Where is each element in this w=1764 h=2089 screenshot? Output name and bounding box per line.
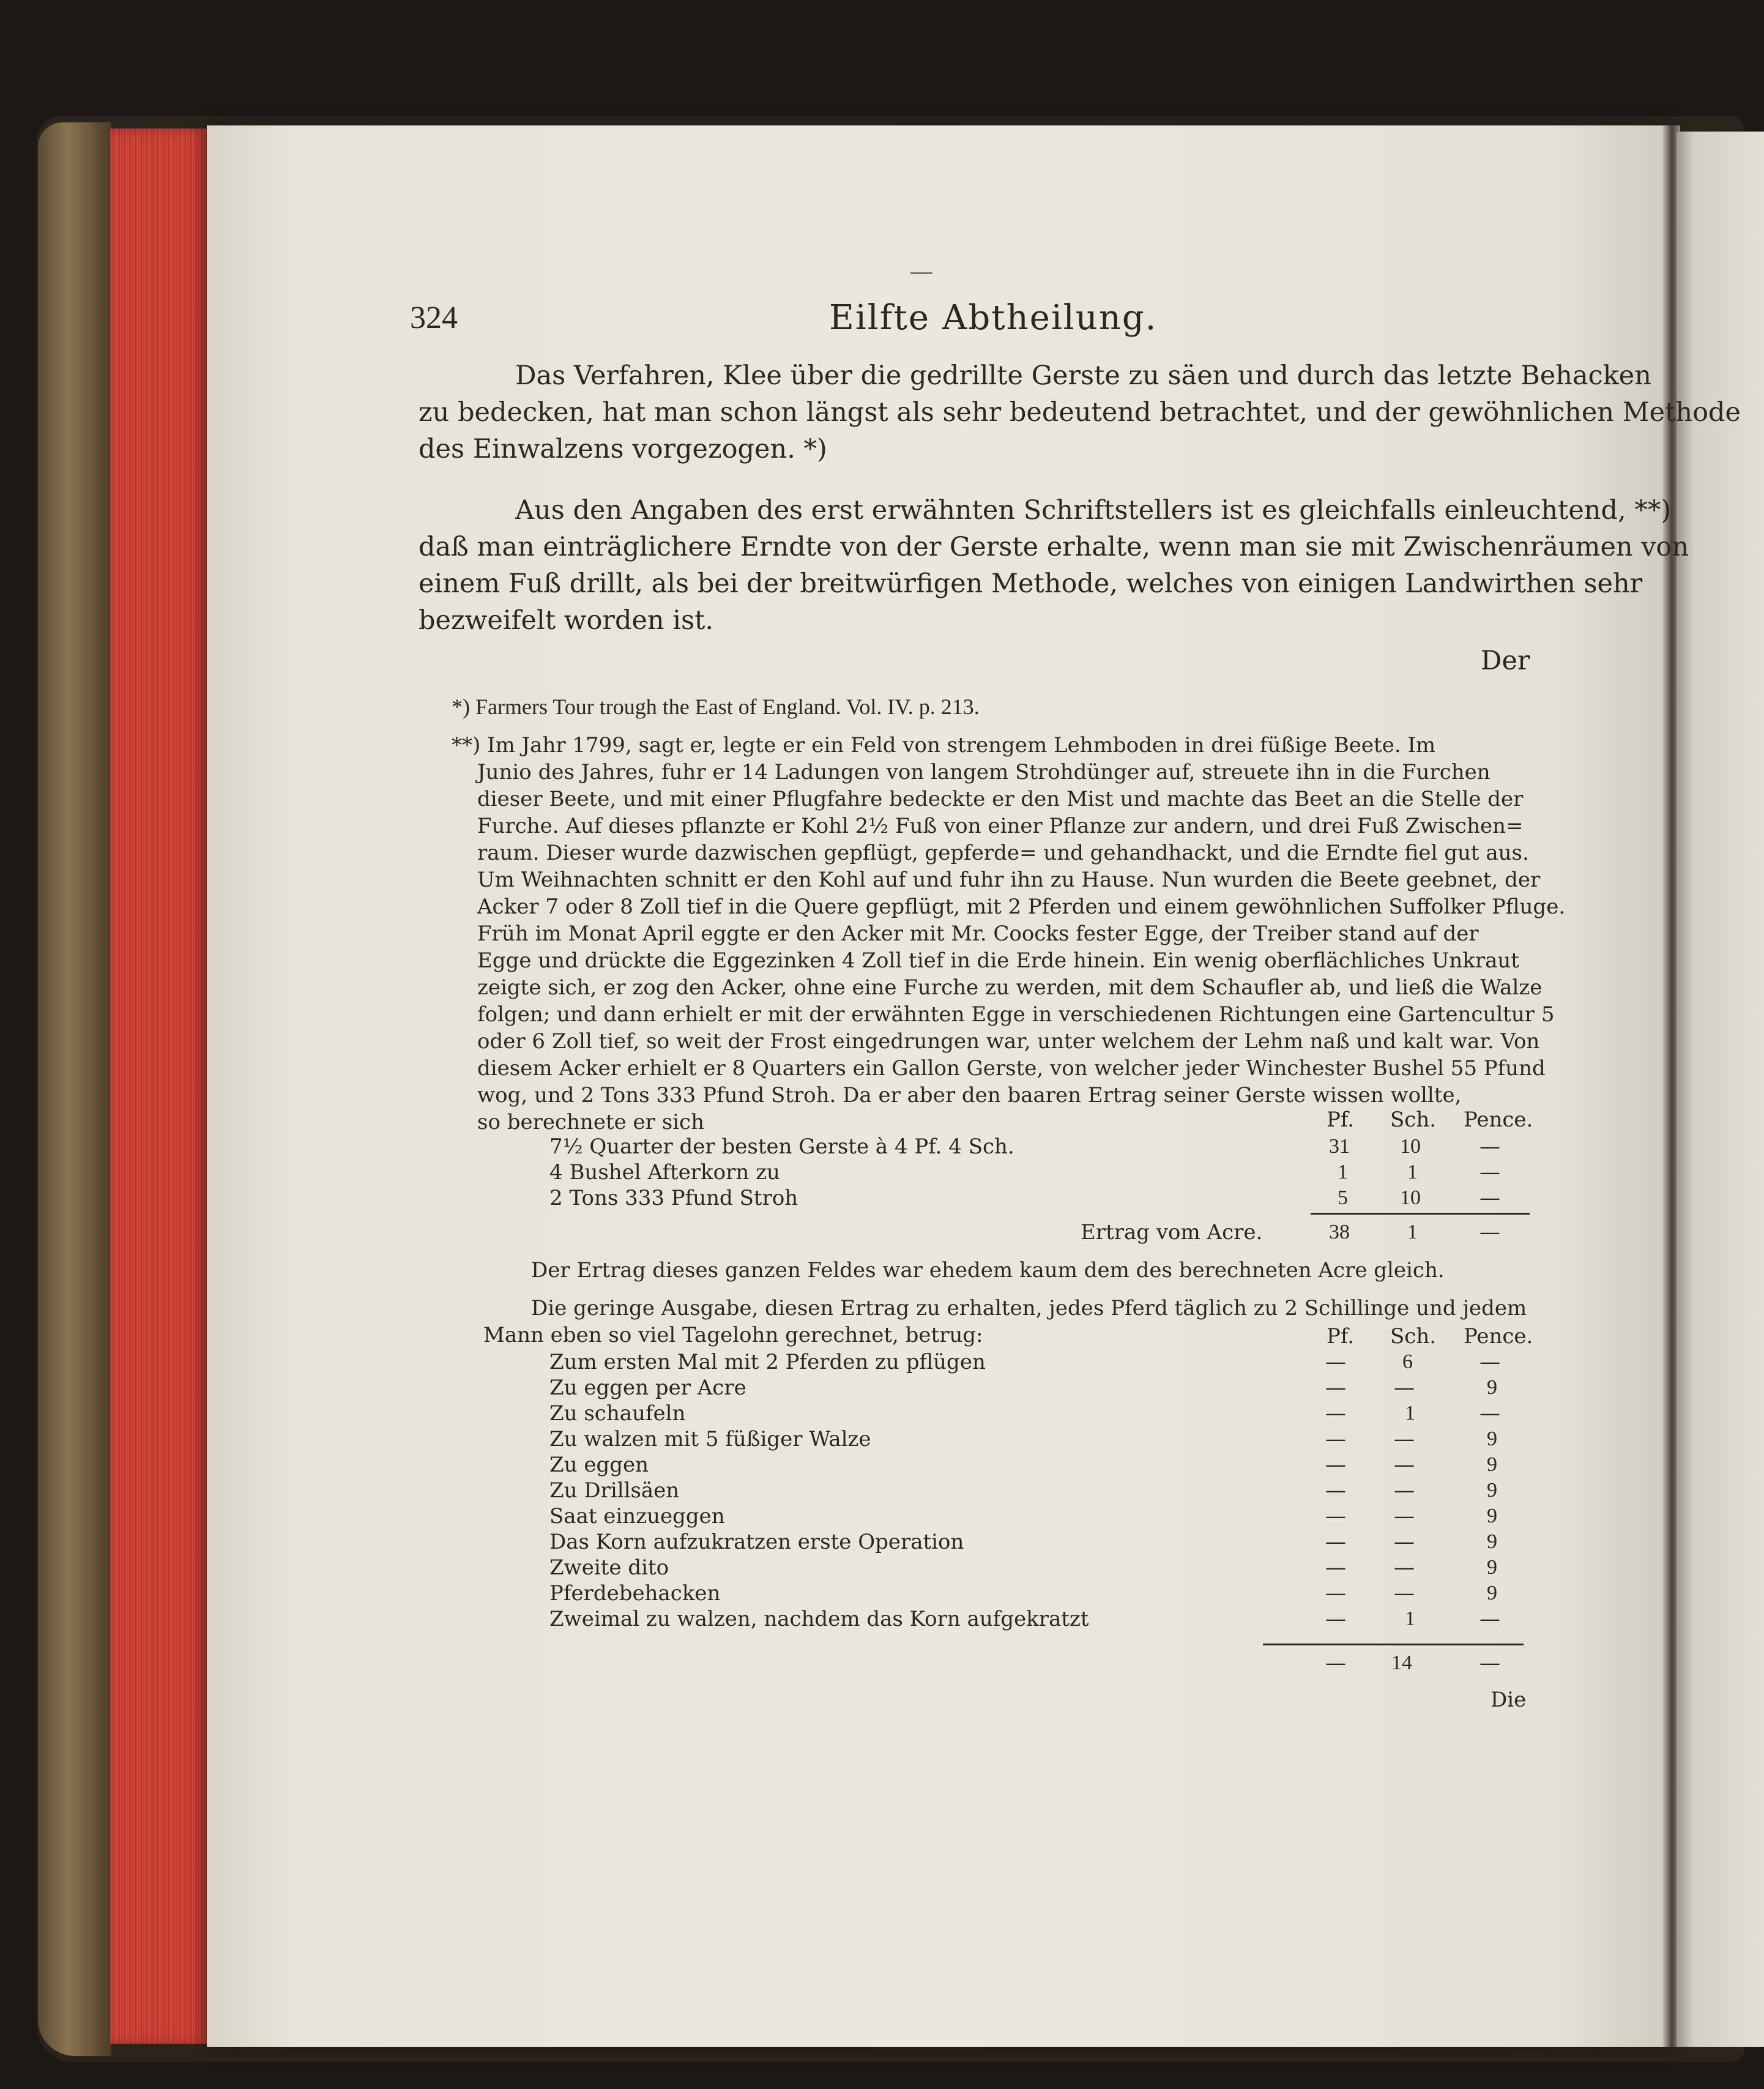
table1-row-1-pf: 31 [1329,1135,1350,1158]
table2-row-6-sch: — [1394,1478,1415,1503]
table2-row-8-label: Das Korn aufzukratzen erste Operation [549,1530,964,1554]
table2-row-4-pf: — [1325,1427,1346,1451]
para2-line-1: Aus den Angaben des erst erwähnten Schriftstellers ist es gleichfalls einleuchtend, **) [515,495,1672,526]
table2-row-6-label: Zu Drillsäen [549,1478,680,1503]
table2-row-6-pf: — [1325,1478,1346,1503]
table2-row-11-label: Zweimal zu walzen, nachdem das Korn aufgekratzt [549,1607,1089,1631]
footnote2-line-14: wog, und 2 Tons 333 Pfund Stroh. Da er aber den baaren Ertrag seiner Gerste wissen wollte, [477,1083,1462,1108]
intro2-line-1: Die geringe Ausgabe, diesen Ertrag zu erhalten, jedes Pferd täglich zu 2 Schillinge und jedem [531,1296,1527,1320]
footnote2-line-11: folgen; und dann erhielt er mit der erwähnten Egge in verschiedenen Richtungen eine Gartencultur 5 [477,1002,1555,1027]
table2-row-5-pence: 9 [1487,1453,1497,1476]
footnote2-line-5: raum. Dieser wurde dazwischen gepflügt, gepferde= und gehandhackt, und die Erndte fiel gut aus. [477,841,1529,865]
footnote2-line-13: diesem Acker erhielt er 8 Quarters ein Gallon Gerste, von welcher jeder Winchester Bushel 55 Pfund [477,1056,1546,1081]
table2-row-9-pence: 9 [1487,1556,1497,1579]
table2-row-7-sch: — [1394,1504,1415,1529]
table2-header-sch: Sch. [1390,1324,1437,1349]
catchword: Der [1481,646,1530,676]
footnote2-line-10: zeigte sich, er zog den Acker, ohne eine Furche zu werden, mit dem Schaufler ab, und ließ die Walze [477,975,1543,1000]
intro2-line-2: Mann eben so viel Tagelohn gerechnet, betrug: [483,1323,983,1347]
table2-row-10-label: Pferdebehacken [549,1581,721,1606]
table2-row-7-pence: 9 [1487,1505,1497,1527]
table1-row-1-sch: 10 [1400,1135,1421,1158]
table1-row-1-pence: — [1479,1134,1500,1159]
table1-row-2-label: 4 Bushel Afterkorn zu [549,1160,780,1185]
footnote2-line-6: Um Weihnachten schnitt er den Kohl auf und fuhr ihn zu Hause. Nun wurden die Beete geebnet, der [477,868,1541,892]
table1-total-pf: 38 [1329,1221,1350,1243]
footnote2-line-8: Früh im Monat April eggte er den Acker mit Mr. Coocks fester Egge, der Treiber stand auf der [477,922,1479,946]
para2-line-2: daß man einträglichere Erndte von der Gerste erhalte, wenn man sie mit Zwischenräumen von [419,532,1689,562]
para1-line-3: des Einwalzens vorgezogen. *) [419,434,827,464]
table2-row-1-pence: — [1479,1350,1500,1374]
table2-row-4-pence: 9 [1487,1428,1497,1450]
footnote2-line-9: Egge und drückte die Eggezinken 4 Zoll tief in die Erde hinein. Ein wenig oberflächliches Unkraut [477,948,1519,973]
para1-line-1: Das Verfahren, Klee über die gedrillte Gerste zu säen und durch das letzte Behacken [515,360,1651,391]
table2-row-3-pf: — [1325,1401,1346,1426]
table2-row-8-pf: — [1325,1530,1346,1554]
footnote2-line-7: Acker 7 oder 8 Zoll tief in die Quere gepflügt, mit 2 Pferden und einem gewöhnlichen Suffolker Pfluge. [477,895,1566,919]
table2-row-11-sch: 1 [1405,1607,1415,1630]
para2-line-3: einem Fuß drillt, als bei der breitwürfigen Methode, welches von einigen Landwirthen sehr [419,568,1643,599]
table2-total-pf: — [1325,1651,1346,1675]
table1-row-3-sch: 10 [1400,1186,1421,1209]
table2-total-sch: 14 [1391,1651,1412,1674]
table2-row-1-pf: — [1325,1350,1346,1374]
table2-row-4-label: Zu walzen mit 5 füßiger Walze [549,1427,871,1451]
table2-row-1-label: Zum ersten Mal mit 2 Pferden zu pflügen [549,1350,986,1374]
table1-row-3-pf: 5 [1338,1186,1348,1209]
table1-sum-rule [1311,1213,1530,1215]
table2-row-10-pf: — [1325,1581,1346,1606]
table1-header-sch: Sch. [1390,1108,1437,1132]
table2-sum-rule [1263,1644,1524,1645]
table1-row-2-sch: 1 [1407,1161,1418,1183]
table1-row-2-pence: — [1479,1160,1500,1185]
table2-header-pence: Pence. [1464,1324,1533,1349]
table2-row-9-pf: — [1325,1555,1346,1580]
table2-row-11-pence: — [1479,1607,1500,1631]
table2-row-3-sch: 1 [1405,1402,1415,1424]
footnote2-line-15: so berechnete er sich [477,1110,704,1134]
table1-row-1-label: 7½ Quarter der besten Gerste à 4 Pf. 4 Sch. [549,1134,1014,1159]
para2-line-4: bezweifelt worden ist. [419,605,714,636]
para1-line-2: zu bedecken, hat man schon längst als sehr bedeutend betrachtet, und der gewöhnlichen Methode [419,397,1741,428]
footnote2-line-4: Furche. Auf dieses pflanzte er Kohl 2½ Fuß von einer Pflanze zur andern, und drei Fuß Zwischen= [477,814,1524,838]
running-header: Eilfte Abtheilung. [829,298,1158,338]
table2-row-6-pence: 9 [1487,1479,1497,1502]
table2-header-pf: Pf. [1327,1324,1355,1349]
footnote2-line-2: Junio des Jahres, fuhr er 14 Ladungen von langem Strohdünger auf, streuete ihn in die Furchen [477,760,1490,784]
footnote-1: *) Farmers Tour trough the East of England. Vol. IV. p. 213. [452,694,980,719]
table1-row-3-label: 2 Tons 333 Pfund Stroh [549,1186,798,1210]
table2-row-8-sch: — [1394,1530,1415,1554]
table2-row-9-label: Zweite dito [549,1555,669,1580]
page-number: 324 [410,300,458,335]
table2-row-2-sch: — [1394,1376,1415,1400]
table1-header-pf: Pf. [1327,1108,1355,1132]
table2-row-9-sch: — [1394,1555,1415,1580]
table1-total-pence: — [1479,1220,1500,1245]
table2-row-3-pence: — [1479,1401,1500,1426]
table2-row-5-pf: — [1325,1453,1346,1477]
table1-total-sch: 1 [1407,1221,1418,1243]
table2-row-3-label: Zu schaufeln [549,1401,686,1426]
bottom-catchword: Die [1490,1688,1527,1712]
table2-row-7-pf: — [1325,1504,1346,1529]
table2-row-11-pf: — [1325,1607,1346,1631]
footnote2-line-3: dieser Beete, und mit einer Pflugfahre bedeckte er den Mist und machte das Beet an die Stelle der [477,787,1524,811]
table1-header-pence: Pence. [1464,1108,1533,1132]
table1-row-3-pence: — [1479,1186,1500,1210]
table2-row-10-sch: — [1394,1581,1415,1606]
table1-row-2-pf: 1 [1338,1161,1348,1183]
table2-row-10-pence: 9 [1487,1582,1497,1604]
table2-row-2-pence: 9 [1487,1376,1497,1399]
table2-row-8-pence: 9 [1487,1530,1497,1553]
footnote2-line-12: oder 6 Zoll tief, so weit der Frost eingedrungen war, unter welchem der Lehm naß und kalt war. Von [477,1029,1540,1054]
table2-row-4-sch: — [1394,1427,1415,1451]
table2-row-1-sch: 6 [1402,1350,1413,1373]
table2-row-5-sch: — [1394,1453,1415,1477]
table2-row-5-label: Zu eggen [549,1453,649,1477]
table2-total-pence: — [1479,1651,1500,1675]
table2-row-2-pf: — [1325,1376,1346,1400]
between-text: Der Ertrag dieses ganzen Feldes war ehedem kaum dem des berechneten Acre gleich. [531,1258,1445,1283]
footnote2-line-1: **) Im Jahr 1799, sagt er, legte er ein Feld von strengem Lehmboden in drei füßige Beete. Im [452,733,1436,758]
table2-row-7-label: Saat einzueggen [549,1504,725,1529]
table1-total-label: Ertrag vom Acre. [1081,1220,1263,1245]
table2-row-2-label: Zu eggen per Acre [549,1376,746,1400]
